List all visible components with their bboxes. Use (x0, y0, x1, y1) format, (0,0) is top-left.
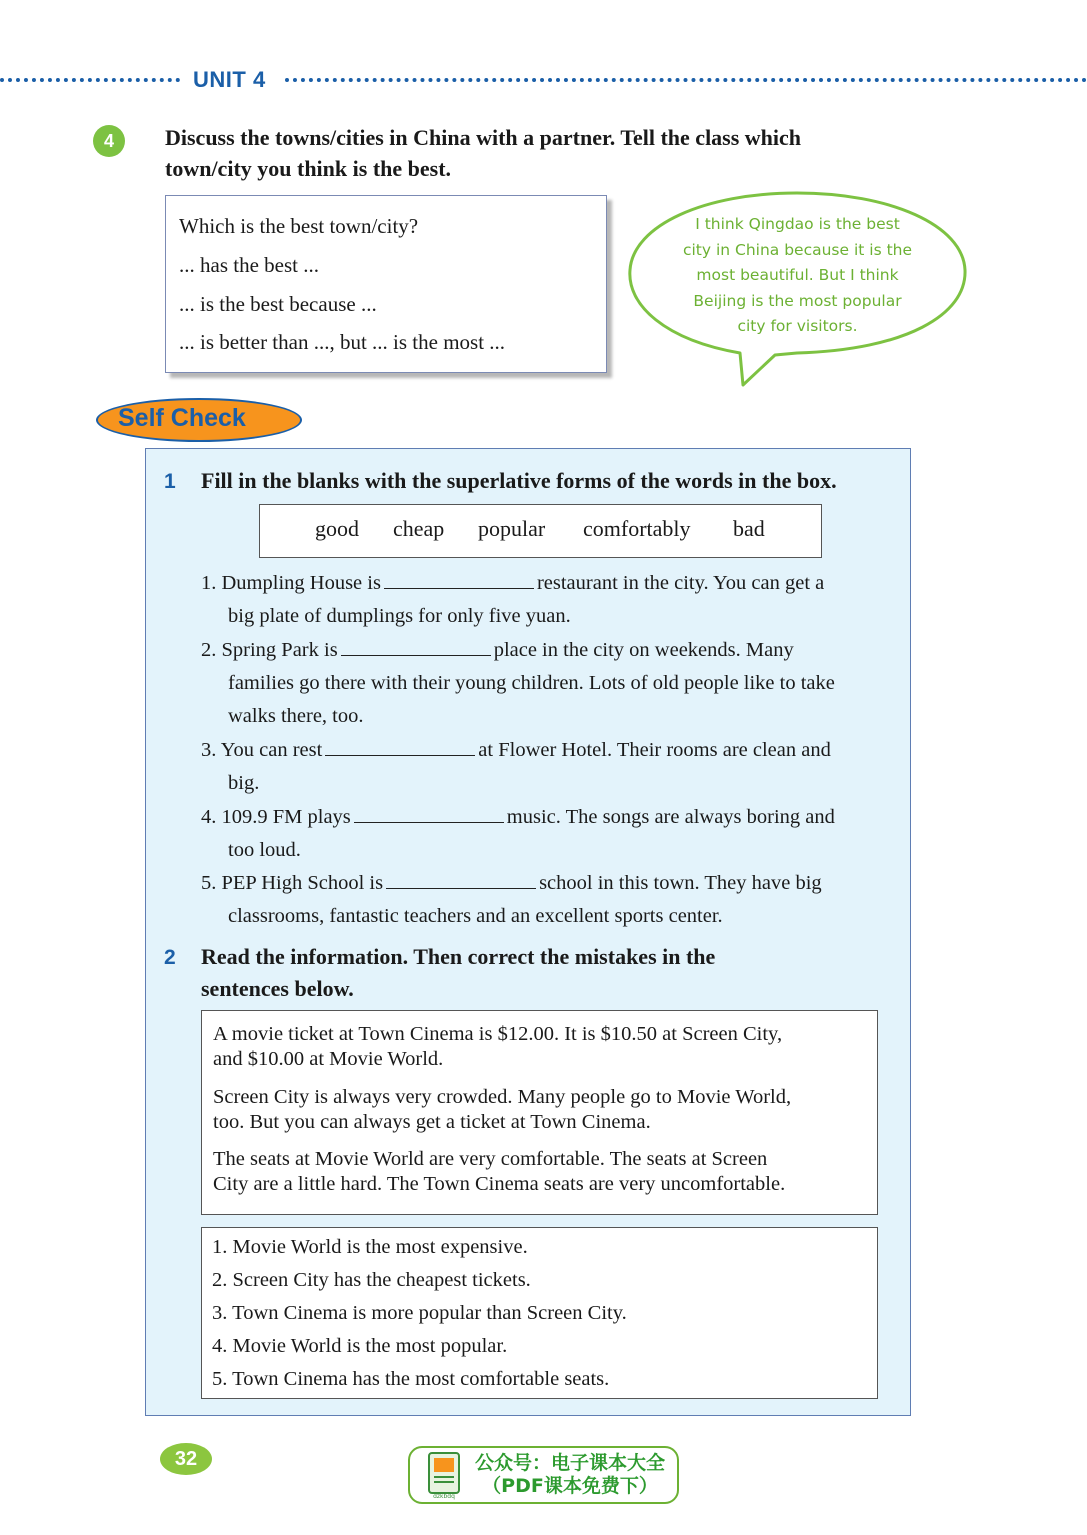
item-text: 5. PEP High School is (201, 872, 384, 894)
instruction-line: sentences below. (201, 976, 354, 1001)
unit-title: UNIT 4 (193, 67, 266, 92)
info-line: and $10.00 at Movie World. (213, 1048, 444, 1070)
instruction-line: Discuss the towns/cities in China with a partner. Tell the class which (165, 125, 802, 150)
section-instruction (201, 941, 715, 1005)
activity-number-badge: 4 (93, 125, 125, 157)
sentence-item: 4. Movie World is the most popular. (212, 1335, 508, 1357)
answer-blank[interactable] (354, 821, 504, 823)
page-number: 32 (160, 1443, 212, 1475)
watermark-text (470, 1452, 670, 1498)
item-text: 4. 109.9 FM plays (201, 806, 351, 828)
prompt-line: ... is better than ..., but ... is the most ... (179, 330, 506, 354)
bubble-line: city in China because it is the (682, 240, 913, 259)
instruction-line: Read the information. Then correct the mistakes in the (201, 944, 716, 969)
sentence-item: 2. Screen City has the cheapest tickets. (212, 1269, 531, 1291)
bubble-line: I think Qingdao is the best (695, 215, 900, 233)
item-continuation: classrooms, fantastic teachers and an excellent sports center. (228, 905, 723, 927)
instruction-line: town/city you think is the best. (165, 156, 452, 181)
item-continuation: big. (228, 772, 260, 794)
info-line: A movie ticket at Town Cinema is $12.00. It is $10.50 at Screen City, (213, 1023, 783, 1045)
section-number: 1 (164, 470, 176, 493)
answer-blank[interactable] (384, 587, 534, 589)
header-dotted-rule-left (0, 78, 180, 82)
section-instruction: Fill in the blanks with the superlative forms of the words in the box. (201, 468, 837, 493)
info-line: City are a little hard. The Town Cinema seats are very uncomfortable. (213, 1173, 786, 1195)
answer-blank[interactable] (341, 654, 491, 656)
speech-bubble-text (660, 212, 935, 340)
activity-instruction (165, 122, 955, 184)
section-number: 2 (164, 946, 176, 969)
item-text: restaurant in the city. You can get a (536, 572, 825, 594)
exercise-item-5 (201, 872, 822, 895)
word-box-item: good (315, 516, 359, 541)
word-box-item: comfortably (583, 516, 691, 541)
item-text: music. The songs are always boring and (506, 806, 835, 828)
prompt-box (165, 195, 607, 373)
watermark-line: 公众号：电子课本大全 (474, 1452, 665, 1474)
sentence-item: 1. Movie World is the most expensive. (212, 1236, 528, 1258)
bubble-line: Beijing is the most popular (693, 291, 902, 310)
item-continuation: families go there with their young children. Lots of old people like to take (228, 672, 835, 694)
watermark-line: （PDF课本免费下） (482, 1475, 658, 1497)
item-text: 3. You can rest (201, 739, 323, 761)
prompt-line: Which is the best town/city? (179, 214, 419, 238)
item-text: at Flower Hotel. Their rooms are clean and (478, 739, 831, 761)
item-text: 2. Spring Park is (201, 639, 338, 661)
word-box-item: bad (733, 516, 765, 541)
info-line: Screen City is always very crowded. Many people go to Movie World, (213, 1086, 792, 1108)
item-continuation: big plate of dumplings for only five yuan. (228, 605, 571, 627)
exercise-item-3 (201, 739, 831, 762)
exercise-item-2 (201, 639, 794, 662)
info-line: The seats at Movie World are very comfortable. The seats at Screen (213, 1148, 768, 1170)
sentence-item: 5. Town Cinema has the most comfortable seats. (212, 1368, 610, 1390)
word-box-item: popular (478, 516, 546, 541)
prompt-line: ... is the best because ... (179, 292, 377, 316)
info-line: too. But you can always get a ticket at Town Cinema. (213, 1111, 651, 1133)
bubble-line: most beautiful. But I think (696, 266, 899, 284)
answer-blank[interactable] (325, 754, 475, 756)
item-continuation: too loud. (228, 839, 301, 861)
book-icon (425, 1450, 463, 1500)
word-box-item: cheap (393, 516, 445, 541)
exercise-item-4 (201, 806, 835, 829)
exercise-item-1 (201, 572, 824, 595)
sentence-item: 3. Town Cinema is more popular than Screen City. (212, 1302, 627, 1324)
item-text: place in the city on weekends. Many (493, 639, 794, 661)
prompt-line: ... has the best ... (179, 253, 319, 277)
item-text: school in this town. They have big (539, 872, 822, 894)
header-dotted-rule-right (285, 78, 1087, 82)
bubble-line: city for visitors. (737, 317, 858, 335)
self-check-title: Self Check (118, 404, 246, 432)
watermark-icon-label: dzkbdq (433, 1493, 455, 1500)
item-continuation: walks there, too. (228, 705, 364, 727)
item-text: 1. Dumpling House is (201, 572, 381, 594)
answer-blank[interactable] (386, 887, 536, 889)
